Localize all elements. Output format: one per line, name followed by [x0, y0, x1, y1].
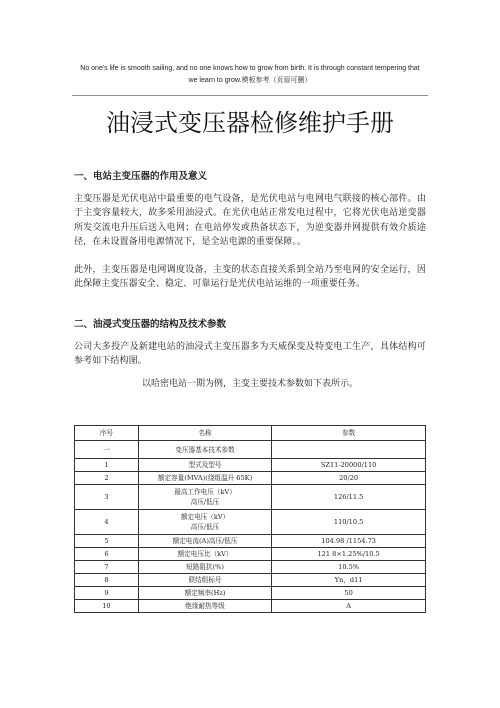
cell-param: 121 8×1.25%/10.5: [272, 548, 426, 561]
cell-no: 一: [75, 441, 139, 459]
document-title: 油浸式变压器检修维护手册: [106, 109, 394, 137]
cell-name-line: 额定频率(Hz): [184, 589, 226, 597]
cell-no: 9: [75, 587, 139, 600]
table-row: [75, 561, 426, 574]
cell-name: [138, 485, 271, 510]
cell-param: 110/10.5: [272, 510, 426, 535]
cell-name-line: 绝缘耐热等级: [185, 602, 225, 610]
cell-name-line: 额定电压比（kV）: [177, 550, 233, 558]
cell-name-line: 短路阻抗(%): [186, 563, 224, 571]
cell-param: SZ11-20000/110: [272, 459, 426, 472]
table-row: [75, 600, 426, 613]
cell-name: [138, 574, 271, 587]
cell-name: [138, 535, 271, 548]
table-row: [75, 459, 426, 472]
cell-param: 104.98 /1154.73: [272, 535, 426, 548]
table-row: [75, 510, 426, 535]
table-row: [75, 472, 426, 485]
cell-param: 10.5%: [272, 561, 426, 574]
cell-no: 8: [75, 574, 139, 587]
header-cell-param: 参数: [272, 426, 426, 441]
cell-name: [138, 600, 271, 613]
spec-table: [74, 425, 426, 613]
cell-no: 10: [75, 600, 139, 613]
cell-no: 2: [75, 472, 139, 485]
section2-paragraph-1: 公司大多投产及新建电站的油浸式主变压器多为天威保变及特变电工生产，具体结构可参考如下结构图。: [74, 342, 426, 367]
cell-no: 7: [75, 561, 139, 574]
table-header-row: [75, 426, 426, 441]
header-quote-line2: we learn to grow.模板参考（页眉可删）: [188, 77, 312, 84]
cell-param: Yn，d11: [272, 574, 426, 587]
cell-name: [138, 510, 271, 535]
cell-name-line: 高压/低压: [190, 498, 220, 506]
cell-name: [138, 561, 271, 574]
cell-name-line: 最高工作电压（kV）: [174, 488, 236, 496]
header-divider: [72, 95, 428, 96]
table-row: [75, 574, 426, 587]
cell-param: 50: [272, 587, 426, 600]
cell-name-line: 联结组标号: [188, 576, 222, 584]
cell-param: 20/20: [272, 472, 426, 485]
table-row: [75, 587, 426, 600]
cell-name-line: 型式及型号: [188, 461, 222, 469]
cell-name-line: 高压/低压: [190, 523, 220, 531]
header-quote-line1: No one's life is smooth sailing, and no one knows how to grow from birth. It is through constant tempering that: [80, 65, 420, 72]
cell-param: 126/11.5: [272, 485, 426, 510]
cell-name: [138, 441, 271, 459]
cell-name: [138, 548, 271, 561]
cell-name-line: 额定容量(MVA)(绕组温升 65K): [157, 474, 253, 482]
cell-no: 5: [75, 535, 139, 548]
cell-no: 1: [75, 459, 139, 472]
cell-name-line: 额定电流(A)高压/低压: [172, 537, 238, 545]
table-row: [75, 548, 426, 561]
header-cell-name: 名称: [138, 426, 271, 441]
section-heading-1: 一、电站主变压器的作用及意义: [74, 171, 208, 182]
section1-paragraph-2: 此外，主变压器是电网调度设备，主变的状态直接关系到全站乃至电网的安全运行，因此保障主变压器安全、稳定、可靠运行是光伏电站运维的一项重要任务。: [74, 265, 426, 290]
cell-no: 3: [75, 485, 139, 510]
table-row: [75, 485, 426, 510]
header-cell-no: 序号: [75, 426, 139, 441]
cell-name-line: 变压器基本技术参数: [175, 445, 235, 454]
cell-no: 4: [75, 510, 139, 535]
cell-name: [138, 472, 271, 485]
cell-param: [272, 441, 426, 459]
cell-no: 6: [75, 548, 139, 561]
cell-name-line: 额定电压（kV）: [180, 513, 230, 521]
section-heading-2: 二、油浸式变压器的结构及技术参数: [74, 319, 227, 330]
page-header: [40, 63, 460, 87]
table-row: [75, 535, 426, 548]
cell-param: A: [272, 600, 426, 613]
cell-name: [138, 587, 271, 600]
section1-paragraph-1: 主变压器是光伏电站中最重要的电气设备，是光伏电站与电网电气联接的核心部件。由于主变容量较大，故多采用油浸式。在光伏电站正常发电过程中，它将光伏电站逆变器所发交流电升压后送入电网；在电站停发或热备状态下，为逆变器并网提供有效介质途径，在未设置备用电源情况下，是全站电源的重要保障。。: [74, 194, 426, 247]
cell-name: [138, 459, 271, 472]
table-row: [75, 441, 426, 459]
section2-paragraph-2: 以哈密电站一期为例，主变主要技术参数如下表所示。: [141, 379, 358, 389]
